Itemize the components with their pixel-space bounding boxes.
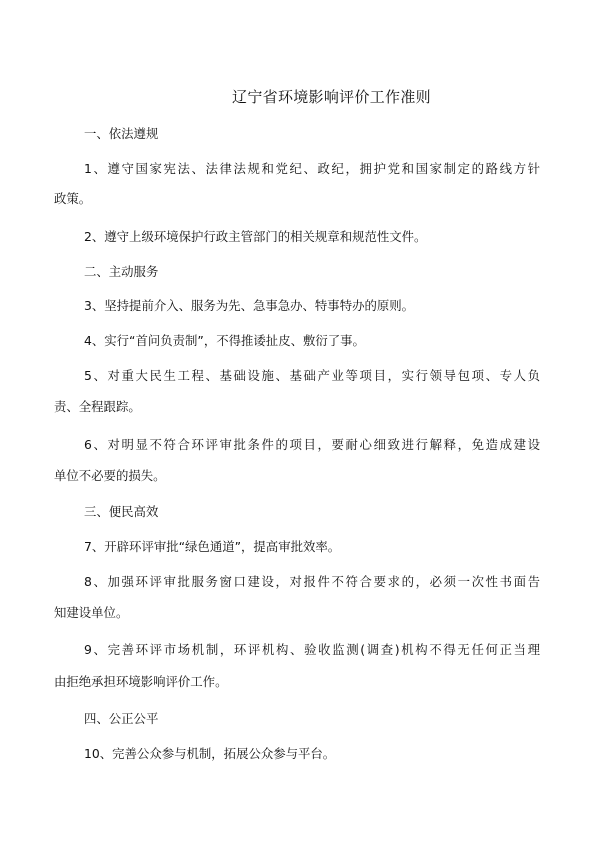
paragraph-line: 2、遵守上级环境保护行政主管部门的相关规章和规范性文件。: [84, 229, 427, 244]
paragraph-line: 由拒绝承担环境影响评价工作。: [54, 674, 228, 689]
paragraph-line: 3、坚持提前介入、服务为先、急事急办、特事特办的原则。: [84, 298, 415, 313]
paragraph-line: [84, 369, 540, 383]
document-title: 辽宁省环境影响评价工作准则: [232, 88, 431, 106]
paragraph-line: [84, 575, 540, 589]
paragraph-text: 5、对重大民生工程、基础设施、基础产业等项目，实行领导包项、专人负: [84, 368, 540, 383]
section-heading: 四、公正公平: [84, 711, 159, 726]
paragraph-line: [84, 643, 540, 657]
paragraph-text: 1、遵守国家宪法、法律法规和党纪、政纪，拥护党和国家制定的路线方针: [84, 161, 540, 176]
paragraph-line: [84, 438, 540, 452]
paragraph-line: [84, 162, 540, 176]
section-heading: 三、便民高效: [84, 504, 159, 519]
paragraph-line: 知建设单位。: [54, 605, 129, 620]
paragraph-line: 7、开辟环评审批“绿色通道”，提高审批效率。: [84, 539, 341, 554]
section-heading: 一、依法遵规: [84, 126, 159, 141]
paragraph-text: 8、加强环评审批服务窗口建设，对报件不符合要求的，必须一次性书面告: [84, 574, 540, 589]
paragraph-line: 10、完善公众参与机制，拓展公众参与平台。: [84, 746, 336, 761]
paragraph-line: 单位不必要的损失。: [54, 468, 166, 483]
paragraph-text: 6、对明显不符合环评审批条件的项目，要耐心细致进行解释，免造成建设: [84, 437, 540, 452]
paragraph-line: 4、实行“首问负责制”，不得推诿扯皮、敷衍了事。: [84, 333, 365, 348]
paragraph-line: 责、全程跟踪。: [54, 399, 141, 414]
section-heading: 二、主动服务: [84, 264, 159, 279]
paragraph-line: 政策。: [54, 191, 92, 206]
paragraph-text: 9、完善环评市场机制，环评机构、验收监测(调查)机构不得无任何正当理: [84, 642, 540, 657]
